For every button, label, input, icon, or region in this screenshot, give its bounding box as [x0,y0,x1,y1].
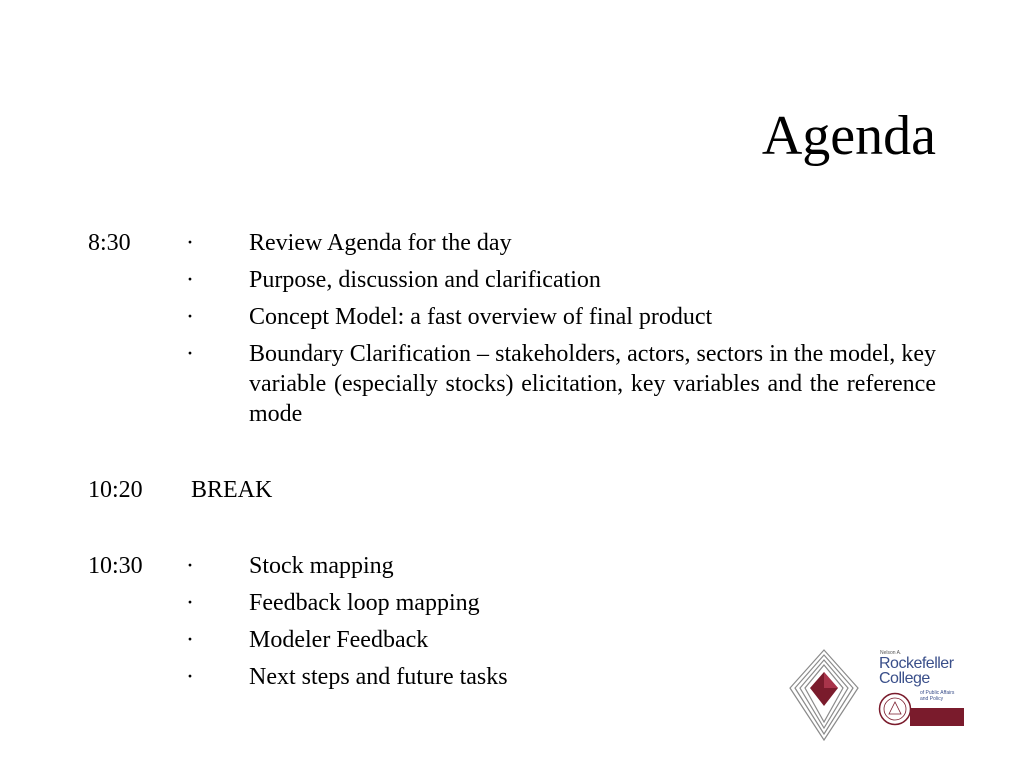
agenda-time: 10:20 [88,477,143,503]
bullet-icon: · [186,267,194,293]
diamond-logo-icon [786,646,862,744]
bullet-icon: · [186,304,194,330]
college-subtitle: of Public Affairs and Policy [920,690,955,702]
bullet-icon: · [186,230,194,256]
bullet-icon: · [186,553,194,579]
agenda-item-text: Feedback loop mapping [249,590,480,616]
logo-area [786,646,966,744]
agenda-item [88,475,936,505]
agenda-item [88,588,936,618]
college-small-text: Nelson A. [880,650,902,656]
agenda-block-0830 [88,228,936,429]
agenda-item-text: Stock mapping [249,553,394,579]
agenda-item-text: Review Agenda for the day [249,230,512,256]
college-name-line2: College [879,670,930,687]
college-logo [878,646,964,732]
college-name [879,656,954,686]
agenda-time: 10:30 [88,553,143,579]
college-accent-bar [910,708,964,726]
bullet-icon: · [186,590,194,616]
agenda-item [88,302,936,332]
agenda-item [88,339,936,429]
agenda-item-text: Next steps and future tasks [249,664,508,690]
agenda-item-text: Modeler Feedback [249,627,429,653]
bullet-icon: · [186,627,194,653]
agenda-item [88,228,936,258]
break-label: BREAK [191,477,273,503]
agenda-item [88,265,936,295]
agenda-block-1020 [88,475,936,505]
college-name-line1: Rockefeller [879,655,954,672]
college-seal-icon [878,692,912,726]
bullet-icon: · [186,664,194,690]
agenda-item-text: Boundary Clarification – stakeholders, actors, sectors in the model, key variable (especially stocks) elicitation, key variables and the reference mode [249,341,936,427]
agenda-item-text: Purpose, discussion and clarification [249,267,601,293]
slide-title: Agenda [761,105,936,167]
bullet-icon: · [186,341,194,367]
agenda-time: 8:30 [88,230,131,256]
agenda-item-text: Concept Model: a fast overview of final product [249,304,713,330]
agenda-item [88,551,936,581]
